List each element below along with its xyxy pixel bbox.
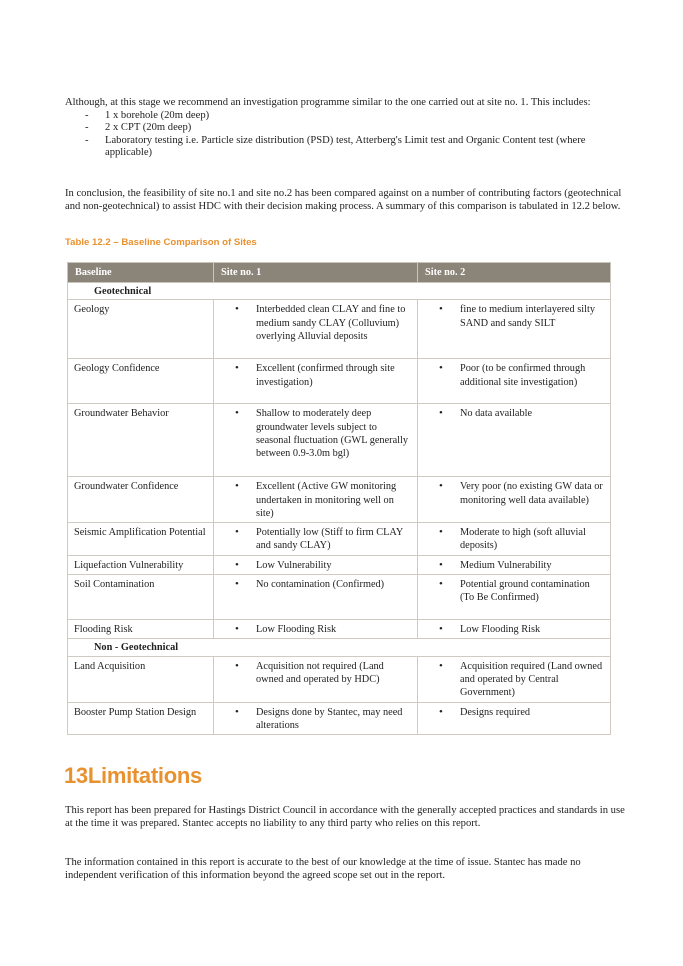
site1-cell <box>214 575 418 620</box>
site1-cell <box>214 656 418 702</box>
table-row <box>68 300 611 359</box>
baseline-cell: Flooding Risk <box>68 620 214 639</box>
list-item <box>65 122 625 135</box>
table-row <box>68 656 611 702</box>
header-site1: Site no. 1 <box>214 263 418 283</box>
table-row <box>68 575 611 620</box>
section-row-geotechnical <box>68 283 611 300</box>
site2-cell <box>418 477 611 523</box>
section-label: Geotechnical <box>68 283 611 300</box>
header-site2: Site no. 2 <box>418 263 611 283</box>
section-heading <box>64 763 202 789</box>
site1-value: • Low Flooding Risk <box>220 623 411 636</box>
comparison-table <box>67 262 611 735</box>
dash-bullet: - <box>85 134 89 146</box>
site1-cell <box>214 555 418 574</box>
site2-value: • No data available <box>424 407 604 420</box>
table-row <box>68 523 611 556</box>
table-row <box>68 359 611 404</box>
site2-cell <box>418 620 611 639</box>
limitations-paragraph-2: The information contained in this report is accurate to the best of our knowledge at the time of issue. Stantec has made no independent verification of this information beyond the agreed scope set out in the report. <box>65 857 581 881</box>
baseline-cell: Groundwater Confidence <box>68 477 214 523</box>
site2-value: • Potential ground contamination (To Be Confirmed) <box>424 578 604 605</box>
site1-value: • Designs done by Stantec, may need alterations <box>220 706 411 733</box>
conclusion-paragraph: In conclusion, the feasibility of site no.1 and site no.2 has been compared against on a number of contributing factors (geotechnical and non-geotechnical) to assist HDC with their decision making process. A summary of this comparison is tabulated in 12.2 below. <box>65 188 622 212</box>
table-row <box>68 702 611 735</box>
header-baseline: Baseline <box>68 263 214 283</box>
list-item-text: 1 x borehole (20m deep) <box>105 109 210 121</box>
investigation-list <box>65 110 625 160</box>
table-row <box>68 404 611 477</box>
table-row <box>68 477 611 523</box>
site2-cell <box>418 359 611 404</box>
site2-cell <box>418 523 611 556</box>
site1-value: • Excellent (confirmed through site investigation) <box>220 362 411 389</box>
list-item <box>65 135 625 160</box>
site2-value: • Moderate to high (soft alluvial deposits) <box>424 526 604 553</box>
baseline-cell: Soil Contamination <box>68 575 214 620</box>
site1-value: • Acquisition not required (Land owned and operated by HDC) <box>220 660 411 687</box>
site2-value: • Very poor (no existing GW data or monitoring well data available) <box>424 480 604 507</box>
section-number: 13 <box>64 763 88 788</box>
site2-cell <box>418 404 611 477</box>
section-row-non-geotechnical <box>68 639 611 656</box>
site2-value: • Low Flooding Risk <box>424 623 604 636</box>
site1-value: • Interbedded clean CLAY and fine to medium sandy CLAY (Colluvium) overlying Alluvial deposits <box>220 303 411 343</box>
site1-cell <box>214 404 418 477</box>
dash-bullet: - <box>85 109 89 121</box>
intro-block <box>65 97 625 160</box>
site1-cell <box>214 620 418 639</box>
table-header-row <box>68 263 611 283</box>
baseline-cell: Groundwater Behavior <box>68 404 214 477</box>
site2-value: • Poor (to be confirmed through additional site investigation) <box>424 362 604 389</box>
site2-cell <box>418 575 611 620</box>
baseline-cell: Land Acquisition <box>68 656 214 702</box>
baseline-cell: Liquefaction Vulnerability <box>68 555 214 574</box>
site2-value: • Medium Vulnerability <box>424 559 604 572</box>
baseline-cell: Geology <box>68 300 214 359</box>
list-item-text: Laboratory testing i.e. Particle size distribution (PSD) test, Atterberg's Limit test and Organic Content test (where applicable) <box>105 134 586 159</box>
table-caption: Table 12.2 – Baseline Comparison of Sites <box>65 237 257 248</box>
site1-value: • Shallow to moderately deep groundwater levels subject to seasonal fluctuation (GWL generally between 0.9-3.0m bgl) <box>220 407 411 460</box>
site2-value: • fine to medium interlayered silty SAND and sandy SILT <box>424 303 604 330</box>
site2-cell <box>418 300 611 359</box>
list-item-text: 2 x CPT (20m deep) <box>105 122 192 134</box>
site2-cell <box>418 555 611 574</box>
site2-value: • Designs required <box>424 706 604 719</box>
site1-value: • No contamination (Confirmed) <box>220 578 411 591</box>
baseline-cell: Booster Pump Station Design <box>68 702 214 735</box>
site1-value: • Low Vulnerability <box>220 559 411 572</box>
site2-cell <box>418 656 611 702</box>
site1-cell <box>214 523 418 556</box>
baseline-cell: Geology Confidence <box>68 359 214 404</box>
intro-paragraph: Although, at this stage we recommend an investigation programme similar to the one carried out at site no. 1. This includes: <box>65 97 591 108</box>
site1-cell <box>214 359 418 404</box>
site2-value: • Acquisition required (Land owned and operated by Central Government) <box>424 660 604 700</box>
site1-value: • Potentially low (Stiff to firm CLAY and sandy CLAY) <box>220 526 411 553</box>
section-label: Non - Geotechnical <box>68 639 611 656</box>
limitations-paragraph-1: This report has been prepared for Hastings District Council in accordance with the generally accepted practices and standards in use at the time it was prepared. Stantec accepts no liability to any third party who relies on this report. <box>65 805 625 829</box>
site1-cell <box>214 477 418 523</box>
list-item <box>65 110 625 123</box>
site2-cell <box>418 702 611 735</box>
table-row <box>68 620 611 639</box>
site1-cell <box>214 300 418 359</box>
section-title: Limitations <box>87 763 202 788</box>
dash-bullet: - <box>85 122 89 134</box>
site1-cell <box>214 702 418 735</box>
baseline-cell: Seismic Amplification Potential <box>68 523 214 556</box>
site1-value: • Excellent (Active GW monitoring undertaken in monitoring well on site) <box>220 480 411 520</box>
table-row <box>68 555 611 574</box>
